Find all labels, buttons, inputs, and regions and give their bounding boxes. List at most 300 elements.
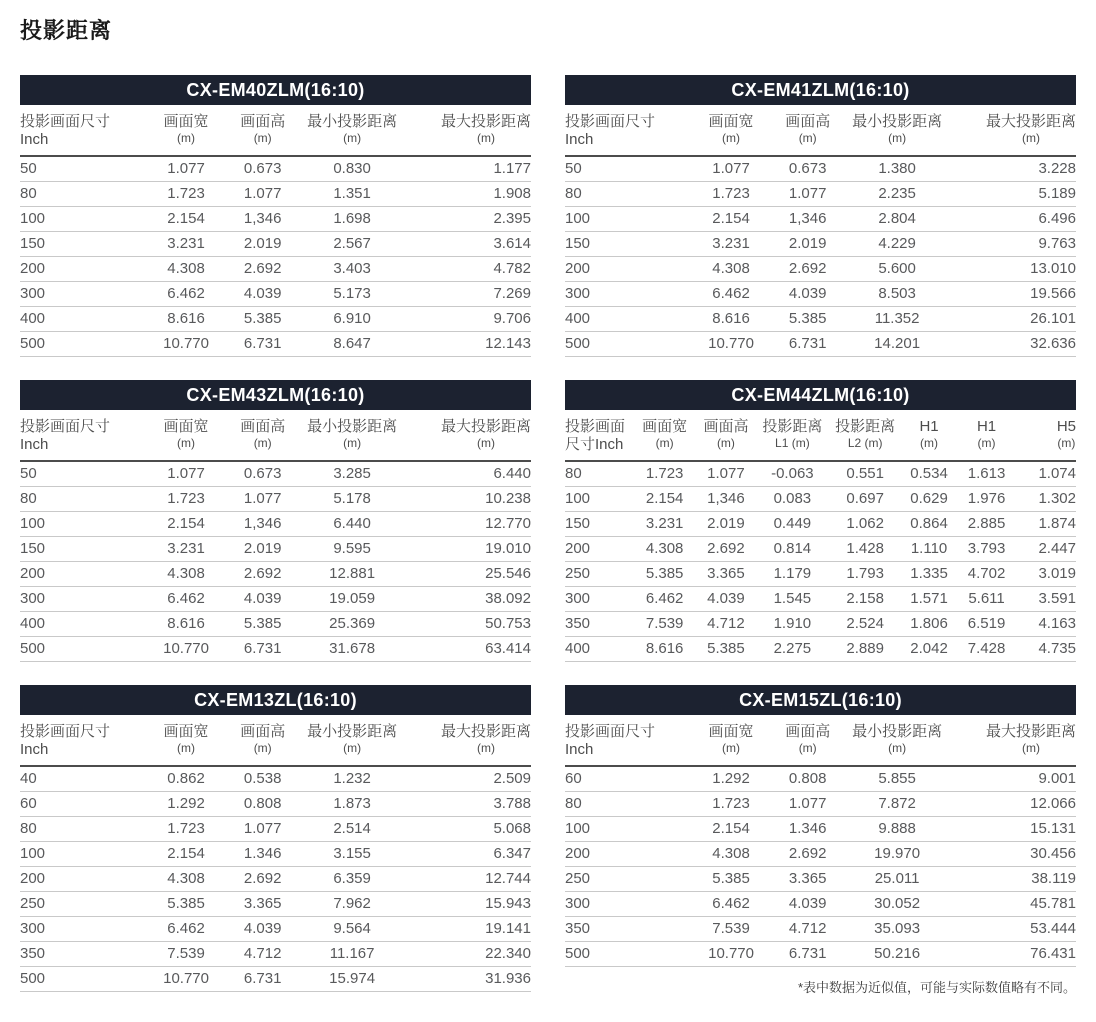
cell: 6.731 xyxy=(229,967,295,992)
column-header: 最小投影距离 (m) xyxy=(296,715,408,766)
cell: 1.232 xyxy=(296,766,408,792)
cell: 1.806 xyxy=(902,612,956,637)
cell: 1.062 xyxy=(828,512,902,537)
projection-data-table xyxy=(20,410,531,662)
cell: 500 xyxy=(565,942,688,967)
cell: 1.077 xyxy=(229,817,295,842)
cell: 9.595 xyxy=(296,537,408,562)
cell: 400 xyxy=(565,307,688,332)
cell: 1.723 xyxy=(143,817,230,842)
cell: 4.308 xyxy=(143,562,230,587)
cell: 100 xyxy=(20,842,143,867)
cell: 5.385 xyxy=(229,612,295,637)
column-header: 画面宽 (m) xyxy=(143,410,230,461)
cell: 12.744 xyxy=(408,867,531,892)
cell: 4.308 xyxy=(688,842,775,867)
table-row xyxy=(20,967,531,992)
cell: 38.119 xyxy=(953,867,1076,892)
table-row xyxy=(20,182,531,207)
cell: 50.753 xyxy=(408,612,531,637)
cell: 19.010 xyxy=(408,537,531,562)
cell: 500 xyxy=(20,637,143,662)
cell: 4.039 xyxy=(229,282,295,307)
cell: 2.395 xyxy=(408,207,531,232)
table-row xyxy=(565,892,1076,917)
cell: 2.692 xyxy=(229,867,295,892)
cell: 2.019 xyxy=(695,512,756,537)
cell: 12.881 xyxy=(296,562,408,587)
cell: 1.077 xyxy=(695,461,756,487)
cell: 0.538 xyxy=(229,766,295,792)
cell: 4.308 xyxy=(634,537,695,562)
cell: 150 xyxy=(565,512,634,537)
cell: 6.347 xyxy=(408,842,531,867)
column-header: 画面宽 (m) xyxy=(688,105,775,156)
cell: 4.712 xyxy=(229,942,295,967)
table-row xyxy=(20,942,531,967)
cell: 15.131 xyxy=(953,817,1076,842)
table-row xyxy=(20,282,531,307)
cell: 7.539 xyxy=(688,917,775,942)
cell: 31.936 xyxy=(408,967,531,992)
cell: 1.428 xyxy=(828,537,902,562)
cell: 6.731 xyxy=(229,332,295,357)
cell: 3.788 xyxy=(408,792,531,817)
table-title-bar: CX-EM43ZLM(16:10) xyxy=(20,380,531,410)
table-row xyxy=(20,332,531,357)
cell: 31.678 xyxy=(296,637,408,662)
cell: 0.629 xyxy=(902,487,956,512)
cell: 2.019 xyxy=(774,232,840,257)
page-title: 投影距离 xyxy=(20,18,113,43)
cell: 1.292 xyxy=(688,766,775,792)
cell: 4.735 xyxy=(1017,637,1076,662)
cell: 5.385 xyxy=(688,867,775,892)
cell: 12.770 xyxy=(408,512,531,537)
cell: 1.698 xyxy=(296,207,408,232)
cell: 6.731 xyxy=(774,332,840,357)
cell: 6.462 xyxy=(143,587,230,612)
cell: 6.519 xyxy=(956,612,1017,637)
cell: 1.571 xyxy=(902,587,956,612)
cell: 0.673 xyxy=(229,156,295,182)
projection-data-table xyxy=(565,715,1076,967)
cell: 32.636 xyxy=(953,332,1076,357)
column-header: 画面宽 (m) xyxy=(143,715,230,766)
cell: 2.889 xyxy=(828,637,902,662)
projection-data-table xyxy=(20,105,531,357)
cell: 5.178 xyxy=(296,487,408,512)
column-header: 投影距离 L2 (m) xyxy=(828,410,902,461)
cell: 200 xyxy=(565,257,688,282)
column-header: 画面高 (m) xyxy=(229,105,295,156)
cell: 400 xyxy=(20,612,143,637)
cell: 2.154 xyxy=(688,207,775,232)
cell: 26.101 xyxy=(953,307,1076,332)
cell: 7.872 xyxy=(841,792,953,817)
table-row xyxy=(565,332,1076,357)
cell: 7.962 xyxy=(296,892,408,917)
column-header: 最大投影距离 (m) xyxy=(408,105,531,156)
cell: 2.447 xyxy=(1017,537,1076,562)
table-row xyxy=(20,867,531,892)
cell: 40 xyxy=(20,766,143,792)
column-header: 投影距离 L1 (m) xyxy=(757,410,829,461)
column-header: 最大投影距离 (m) xyxy=(953,715,1076,766)
cell: 1.074 xyxy=(1017,461,1076,487)
column-header: 画面高 (m) xyxy=(774,105,840,156)
cell: 3.019 xyxy=(1017,562,1076,587)
cell: 1.346 xyxy=(229,842,295,867)
cell: 4.039 xyxy=(695,587,756,612)
header-row xyxy=(20,105,531,156)
cell: 12.143 xyxy=(408,332,531,357)
cell: 2.154 xyxy=(143,512,230,537)
cell: 19.059 xyxy=(296,587,408,612)
table-row xyxy=(20,766,531,792)
cell: 1.874 xyxy=(1017,512,1076,537)
table-title-bar: CX-EM44ZLM(16:10) xyxy=(565,380,1076,410)
cell: 400 xyxy=(565,637,634,662)
cell: 4.308 xyxy=(143,257,230,282)
cell: 0.808 xyxy=(774,766,840,792)
cell: 200 xyxy=(20,257,143,282)
cell: 19.970 xyxy=(841,842,953,867)
cell: 35.093 xyxy=(841,917,953,942)
cell: 0.083 xyxy=(757,487,829,512)
cell: 6.496 xyxy=(953,207,1076,232)
cell: 10.238 xyxy=(408,487,531,512)
column-header: 画面高 (m) xyxy=(774,715,840,766)
cell: 0.864 xyxy=(902,512,956,537)
cell: 1.723 xyxy=(143,182,230,207)
cell: 1.292 xyxy=(143,792,230,817)
cell: 4.712 xyxy=(695,612,756,637)
cell: 11.167 xyxy=(296,942,408,967)
header-row xyxy=(565,105,1076,156)
cell: 2.154 xyxy=(143,207,230,232)
cell: 63.414 xyxy=(408,637,531,662)
cell: 50 xyxy=(565,156,688,182)
cell: 1.179 xyxy=(757,562,829,587)
cell: 6.440 xyxy=(408,461,531,487)
cell: 7.428 xyxy=(956,637,1017,662)
cell: 350 xyxy=(565,612,634,637)
cell: 2.019 xyxy=(229,232,295,257)
cell: 200 xyxy=(20,562,143,587)
table-cx-em13zl xyxy=(20,685,531,992)
cell: 4.782 xyxy=(408,257,531,282)
cell: 10.770 xyxy=(688,942,775,967)
header-row xyxy=(565,715,1076,766)
cell: 2.567 xyxy=(296,232,408,257)
cell: 1.723 xyxy=(634,461,695,487)
table-row xyxy=(565,587,1076,612)
table-row xyxy=(20,512,531,537)
cell: 100 xyxy=(565,487,634,512)
cell: 0.673 xyxy=(229,461,295,487)
cell: 100 xyxy=(20,207,143,232)
column-header: 画面宽 (m) xyxy=(634,410,695,461)
cell: 2.524 xyxy=(828,612,902,637)
cell: 1.346 xyxy=(774,817,840,842)
column-header: 画面宽 (m) xyxy=(688,715,775,766)
table-title-bar: CX-EM13ZL(16:10) xyxy=(20,685,531,715)
table-row xyxy=(565,766,1076,792)
cell: 12.066 xyxy=(953,792,1076,817)
cell: 5.385 xyxy=(143,892,230,917)
cell: 7.539 xyxy=(634,612,695,637)
cell: 3.591 xyxy=(1017,587,1076,612)
cell: 5.385 xyxy=(774,307,840,332)
cell: 1,346 xyxy=(774,207,840,232)
cell: 6.731 xyxy=(229,637,295,662)
cell: 6.462 xyxy=(143,282,230,307)
cell: 2.275 xyxy=(757,637,829,662)
cell: 8.616 xyxy=(143,612,230,637)
cell: 60 xyxy=(20,792,143,817)
cell: 1.077 xyxy=(143,156,230,182)
cell: 0.808 xyxy=(229,792,295,817)
cell: 0.534 xyxy=(902,461,956,487)
cell: 7.539 xyxy=(143,942,230,967)
cell: 11.352 xyxy=(841,307,953,332)
cell: 19.141 xyxy=(408,917,531,942)
cell: 10.770 xyxy=(688,332,775,357)
cell: 80 xyxy=(565,182,688,207)
cell: 1,346 xyxy=(695,487,756,512)
cell: 2.692 xyxy=(695,537,756,562)
cell: 500 xyxy=(20,332,143,357)
table-row xyxy=(565,207,1076,232)
cell: 1.380 xyxy=(841,156,953,182)
cell: 5.173 xyxy=(296,282,408,307)
cell: 3.403 xyxy=(296,257,408,282)
cell: 300 xyxy=(20,917,143,942)
table-row xyxy=(20,307,531,332)
cell: 3.285 xyxy=(296,461,408,487)
cell: 400 xyxy=(20,307,143,332)
cell: 9.001 xyxy=(953,766,1076,792)
cell: 2.509 xyxy=(408,766,531,792)
cell: 2.514 xyxy=(296,817,408,842)
cell: 100 xyxy=(565,817,688,842)
column-header: 画面高 (m) xyxy=(229,715,295,766)
cell: 2.154 xyxy=(688,817,775,842)
table-row xyxy=(20,487,531,512)
cell: 1.302 xyxy=(1017,487,1076,512)
cell: 6.462 xyxy=(688,892,775,917)
projection-data-table xyxy=(565,410,1076,662)
table-row xyxy=(565,232,1076,257)
cell: 5.385 xyxy=(695,637,756,662)
table-row xyxy=(20,612,531,637)
header-row xyxy=(20,410,531,461)
cell: 4.163 xyxy=(1017,612,1076,637)
cell: 53.444 xyxy=(953,917,1076,942)
cell: 60 xyxy=(565,766,688,792)
column-header: 投影画面尺寸 Inch xyxy=(565,715,688,766)
projection-data-table xyxy=(20,715,531,992)
table-row xyxy=(565,842,1076,867)
cell: 80 xyxy=(565,792,688,817)
cell: 3.231 xyxy=(143,232,230,257)
table-title-bar: CX-EM41ZLM(16:10) xyxy=(565,75,1076,105)
tables-grid xyxy=(20,75,1076,996)
cell: 2.692 xyxy=(774,842,840,867)
column-header: 最小投影距离 (m) xyxy=(296,410,408,461)
cell: 10.770 xyxy=(143,332,230,357)
table-row xyxy=(565,867,1076,892)
table-row xyxy=(565,512,1076,537)
cell: 1.110 xyxy=(902,537,956,562)
cell: 38.092 xyxy=(408,587,531,612)
cell: 2.154 xyxy=(143,842,230,867)
cell: 0.697 xyxy=(828,487,902,512)
cell: 8.616 xyxy=(688,307,775,332)
header-row xyxy=(20,715,531,766)
table-row xyxy=(565,612,1076,637)
table-row xyxy=(565,792,1076,817)
cell: 5.611 xyxy=(956,587,1017,612)
column-header: H1 (m) xyxy=(902,410,956,461)
cell: 3.231 xyxy=(688,232,775,257)
cell: 25.369 xyxy=(296,612,408,637)
cell: 2.885 xyxy=(956,512,1017,537)
cell: 1.545 xyxy=(757,587,829,612)
cell: 10.770 xyxy=(143,967,230,992)
cell: 150 xyxy=(20,232,143,257)
cell: 15.943 xyxy=(408,892,531,917)
cell: 200 xyxy=(20,867,143,892)
cell: 300 xyxy=(20,587,143,612)
table-row xyxy=(20,792,531,817)
cell: 13.010 xyxy=(953,257,1076,282)
column-header: 画面宽 (m) xyxy=(143,105,230,156)
cell: 0.830 xyxy=(296,156,408,182)
cell: 30.052 xyxy=(841,892,953,917)
column-header: 投影画面尺寸 Inch xyxy=(565,105,688,156)
cell: 80 xyxy=(20,817,143,842)
cell: 1.976 xyxy=(956,487,1017,512)
table-title-bar: CX-EM15ZL(16:10) xyxy=(565,685,1076,715)
cell: 350 xyxy=(20,942,143,967)
cell: 300 xyxy=(565,587,634,612)
cell: 80 xyxy=(565,461,634,487)
cell: 100 xyxy=(20,512,143,537)
cell: 2.154 xyxy=(634,487,695,512)
cell: 6.731 xyxy=(774,942,840,967)
cell: 1.077 xyxy=(229,182,295,207)
table-row xyxy=(565,942,1076,967)
cell: 1.908 xyxy=(408,182,531,207)
cell: 4.229 xyxy=(841,232,953,257)
cell: 350 xyxy=(565,917,688,942)
cell: 80 xyxy=(20,182,143,207)
cell: 3.614 xyxy=(408,232,531,257)
cell: 45.781 xyxy=(953,892,1076,917)
cell: 1.077 xyxy=(774,792,840,817)
table-row xyxy=(565,257,1076,282)
cell: 6.440 xyxy=(296,512,408,537)
approximation-footnote: *表中数据为近似值，可能与实际数值略有不同。 xyxy=(797,980,1076,995)
cell: 8.616 xyxy=(634,637,695,662)
table-row xyxy=(20,156,531,182)
cell: 3.365 xyxy=(774,867,840,892)
cell: 1.723 xyxy=(143,487,230,512)
cell: 9.888 xyxy=(841,817,953,842)
table-row xyxy=(565,487,1076,512)
cell: 200 xyxy=(565,537,634,562)
cell: 1.723 xyxy=(688,792,775,817)
table-cx-em43zlm xyxy=(20,380,531,662)
cell: 2.692 xyxy=(229,562,295,587)
table-row xyxy=(20,917,531,942)
table-row xyxy=(565,156,1076,182)
cell: 150 xyxy=(20,537,143,562)
table-cx-em15zl-cell xyxy=(565,685,1076,996)
cell: 5.600 xyxy=(841,257,953,282)
table-row xyxy=(20,257,531,282)
cell: 6.462 xyxy=(143,917,230,942)
cell: 7.269 xyxy=(408,282,531,307)
table-row xyxy=(20,537,531,562)
table-row xyxy=(20,562,531,587)
column-header: 投影画面尺寸 Inch xyxy=(20,105,143,156)
cell: 22.340 xyxy=(408,942,531,967)
cell: 1.613 xyxy=(956,461,1017,487)
cell: 0.551 xyxy=(828,461,902,487)
cell: 1.793 xyxy=(828,562,902,587)
cell: 3.365 xyxy=(695,562,756,587)
cell: 200 xyxy=(565,842,688,867)
cell: 3.228 xyxy=(953,156,1076,182)
cell: 1.335 xyxy=(902,562,956,587)
cell: 8.503 xyxy=(841,282,953,307)
table-row xyxy=(565,537,1076,562)
table-cx-em44zlm xyxy=(565,380,1076,662)
cell: 100 xyxy=(565,207,688,232)
cell: 4.039 xyxy=(774,892,840,917)
cell: 14.201 xyxy=(841,332,953,357)
cell: 4.039 xyxy=(774,282,840,307)
cell: 1.873 xyxy=(296,792,408,817)
cell: 6.910 xyxy=(296,307,408,332)
cell: 1,346 xyxy=(229,207,295,232)
cell: 30.456 xyxy=(953,842,1076,867)
cell: 5.068 xyxy=(408,817,531,842)
column-header: 最小投影距离 (m) xyxy=(841,105,953,156)
column-header: 画面高 (m) xyxy=(229,410,295,461)
cell: 15.974 xyxy=(296,967,408,992)
cell: 2.804 xyxy=(841,207,953,232)
cell: 76.431 xyxy=(953,942,1076,967)
cell: 2.042 xyxy=(902,637,956,662)
cell: 1.177 xyxy=(408,156,531,182)
cell: 50 xyxy=(20,461,143,487)
header-row xyxy=(565,410,1076,461)
cell: 0.862 xyxy=(143,766,230,792)
cell: 2.692 xyxy=(229,257,295,282)
cell: 250 xyxy=(20,892,143,917)
column-header: 最大投影距离 (m) xyxy=(408,410,531,461)
cell: 8.647 xyxy=(296,332,408,357)
column-header: 画面高 (m) xyxy=(695,410,756,461)
cell: 5.855 xyxy=(841,766,953,792)
column-header: 最小投影距离 (m) xyxy=(841,715,953,766)
cell: 500 xyxy=(20,967,143,992)
cell: 1.723 xyxy=(688,182,775,207)
